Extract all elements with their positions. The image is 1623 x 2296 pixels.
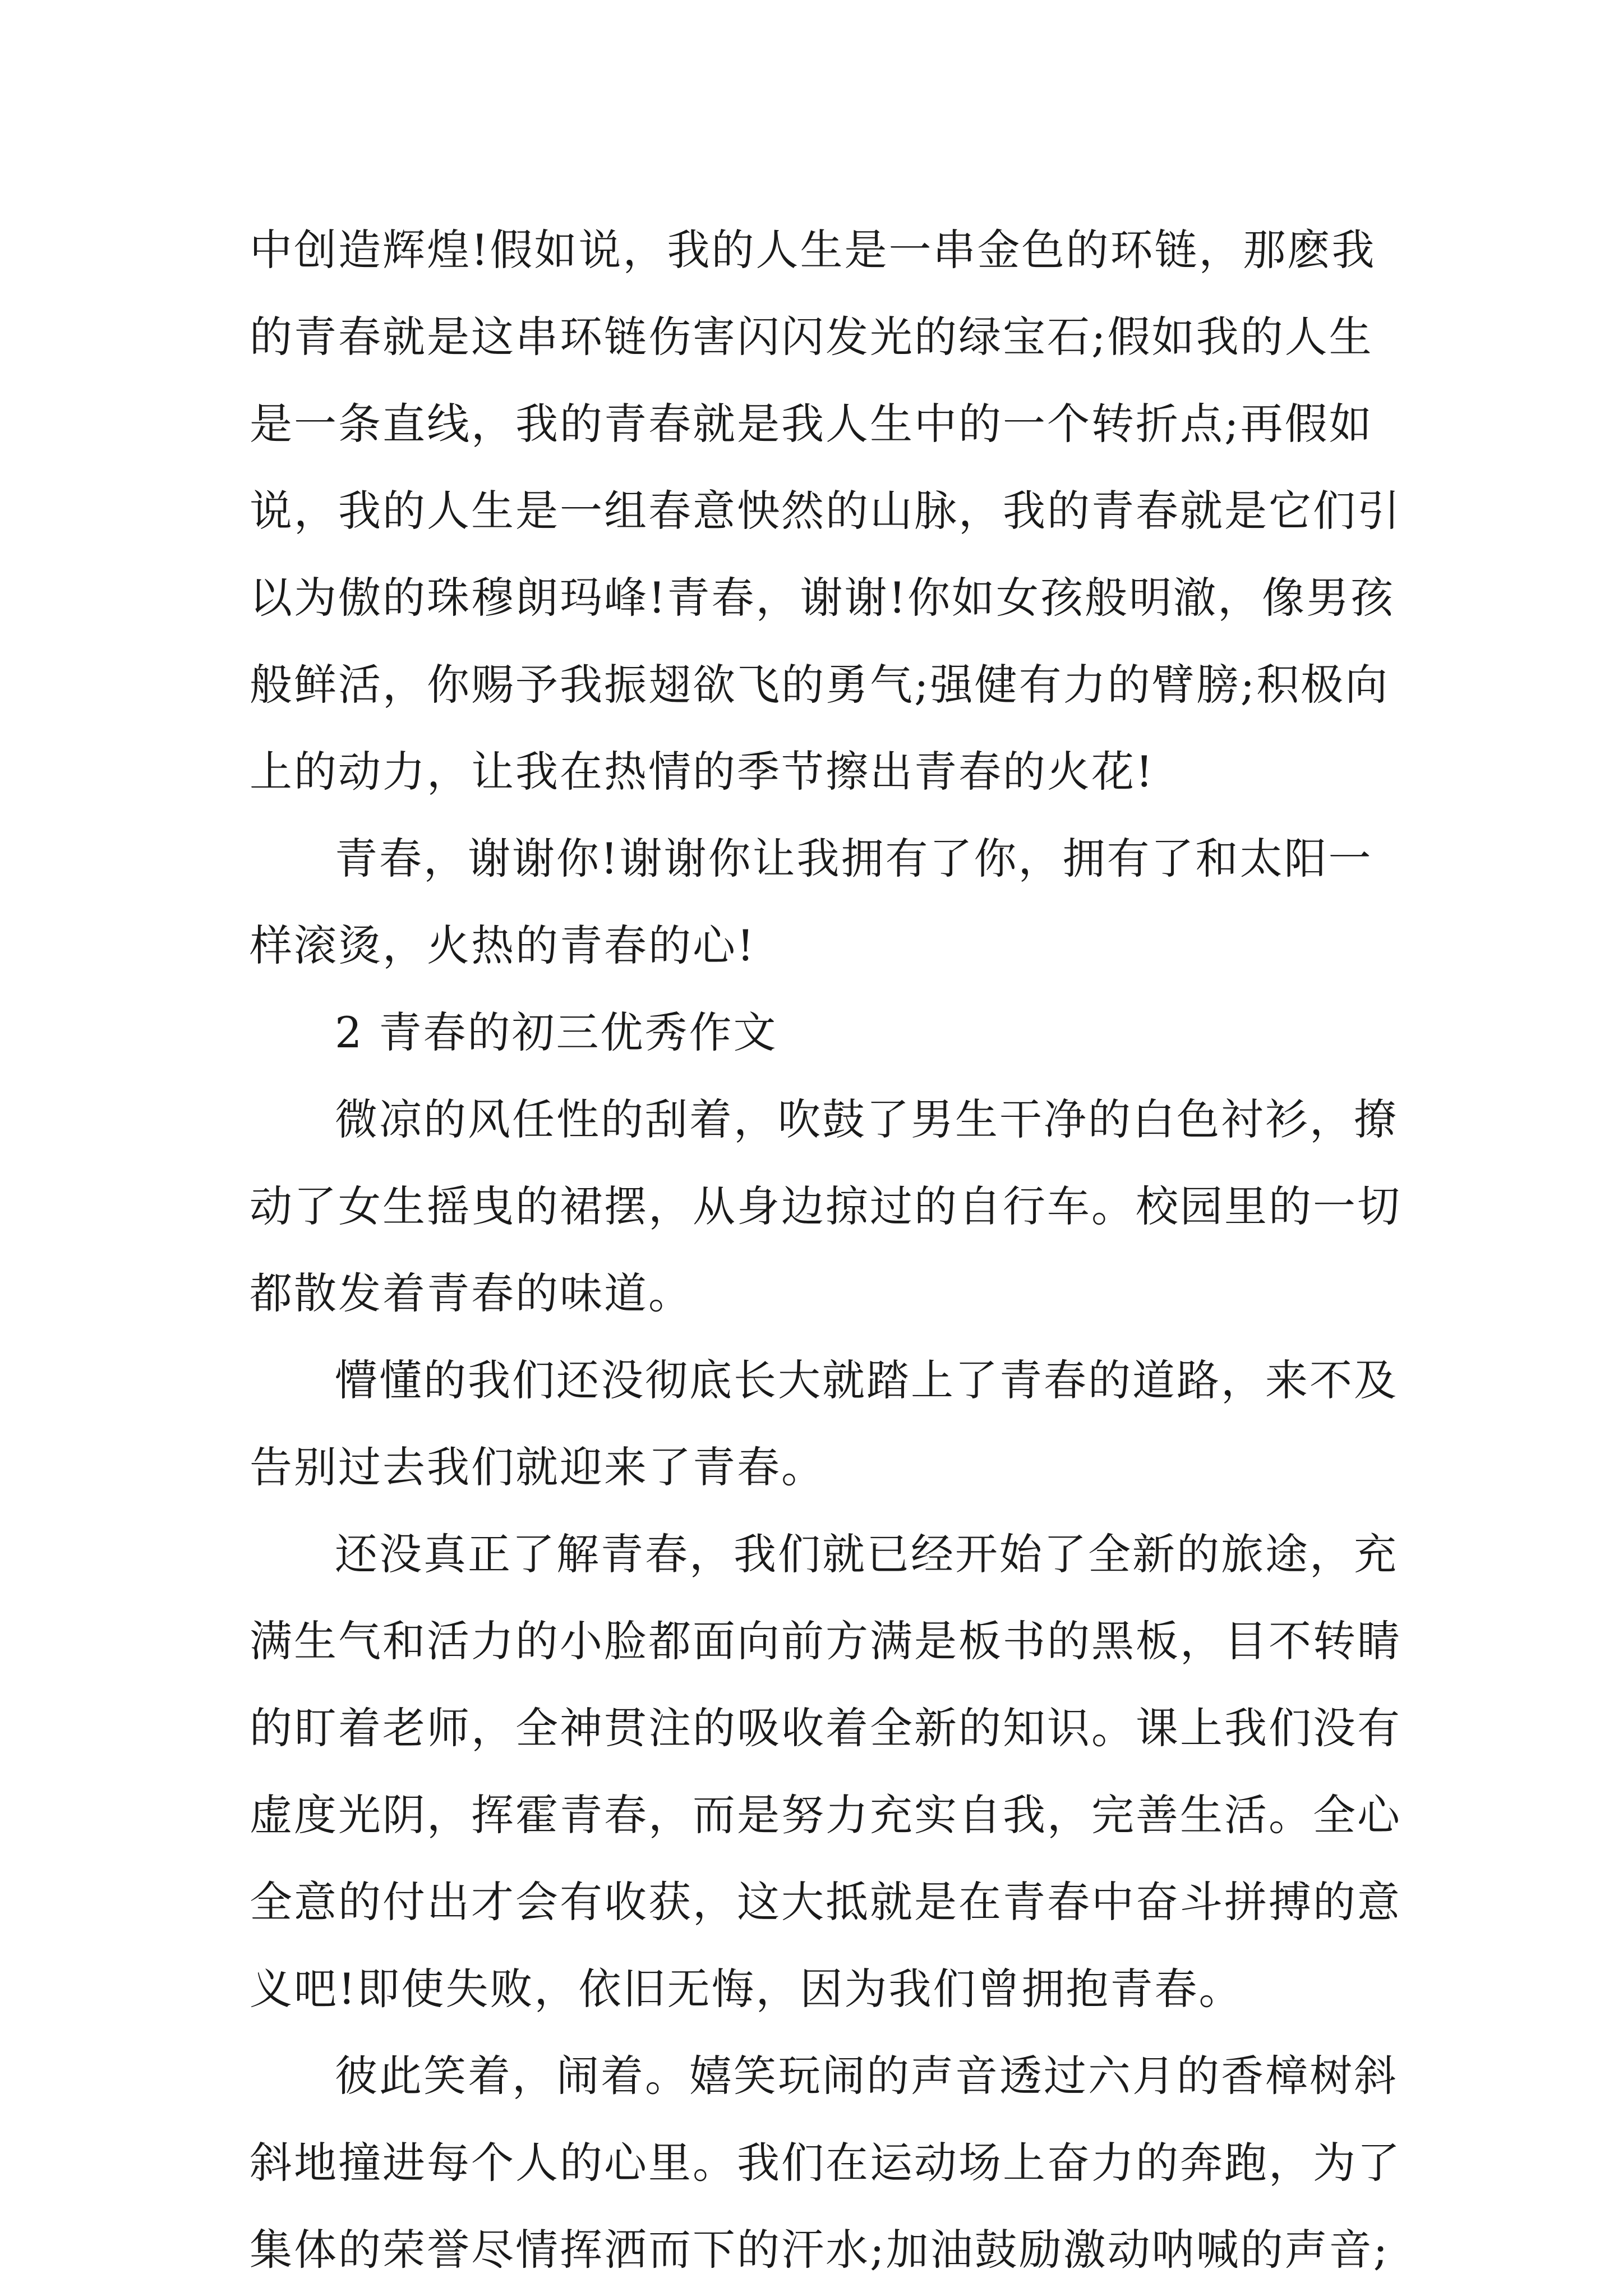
text-line: 样滚烫，火热的青春的心!: [250, 921, 756, 970]
paragraph-start-line: 微凉的风任性的刮着，吹鼓了男生干净的白色衬衫，撩: [335, 1094, 1398, 1144]
text-line: 都散发着青春的味道。: [250, 1268, 693, 1318]
essay-body: [250, 206, 1401, 2293]
text-line: 上的动力，让我在热情的季节擦出青春的火花!: [250, 747, 1155, 797]
text-line: 义吧!即使失败，依旧无悔，因为我们曾拥抱青春。: [250, 1964, 1243, 2014]
text-line: 虚度光阴，挥霍青春，而是努力充实自我，完善生活。全心: [250, 1790, 1401, 1840]
paragraph-start-line: 懵懂的我们还没彻底长大就踏上了青春的道路，来不及: [335, 1355, 1398, 1405]
section-heading: 2 青春的初三优秀作文: [335, 1007, 778, 1057]
text-line: 的盯着老师，全神贯注的吸收着全新的知识。课上我们没有: [250, 1703, 1401, 1753]
text-line: 斜地撞进每个人的心里。我们在运动场上奋力的奔跑，为了: [250, 2138, 1401, 2188]
text-line: 满生气和活力的小脸都面向前方满是板书的黑板，目不转睛: [250, 1616, 1401, 1666]
paragraph-start-line: 青春，谢谢你!谢谢你让我拥有了你，拥有了和太阳一: [335, 834, 1373, 884]
paragraph-start-line: 还没真正了解青春，我们就已经开始了全新的旅途，充: [335, 1529, 1398, 1579]
text-line: 是一条直线，我的青春就是我人生中的一个转折点;再假如: [250, 399, 1373, 449]
text-line: 说，我的人生是一组春意怏然的山脉，我的青春就是它们引: [250, 486, 1401, 536]
text-line: 中创造辉煌!假如说，我的人生是一串金色的环链，那麽我: [250, 225, 1376, 275]
paragraph-start-line: 彼此笑着，闹着。嬉笑玩闹的声音透过六月的香樟树斜: [335, 2051, 1398, 2101]
text-line: 全意的付出才会有收获，这大抵就是在青春中奋斗拼搏的意: [250, 1877, 1401, 1927]
text-line: 般鲜活，你赐予我振翅欲飞的勇气;强健有力的臂膀;积极向: [250, 660, 1390, 710]
text-line: 动了女生摇曳的裙摆，从身边掠过的自行车。校园里的一切: [250, 1181, 1401, 1231]
text-line: 以为傲的珠穆朗玛峰!青春，谢谢!你如女孩般明澈，像男孩: [250, 573, 1395, 623]
text-line: 告别过去我们就迎来了青春。: [250, 1442, 826, 1492]
text-line: 集体的荣誉尽情挥洒而下的汗水;加油鼓励激动呐喊的声音;: [250, 2225, 1390, 2275]
text-line: 的青春就是这串环链伤害闪闪发光的绿宝石;假如我的人生: [250, 312, 1373, 362]
